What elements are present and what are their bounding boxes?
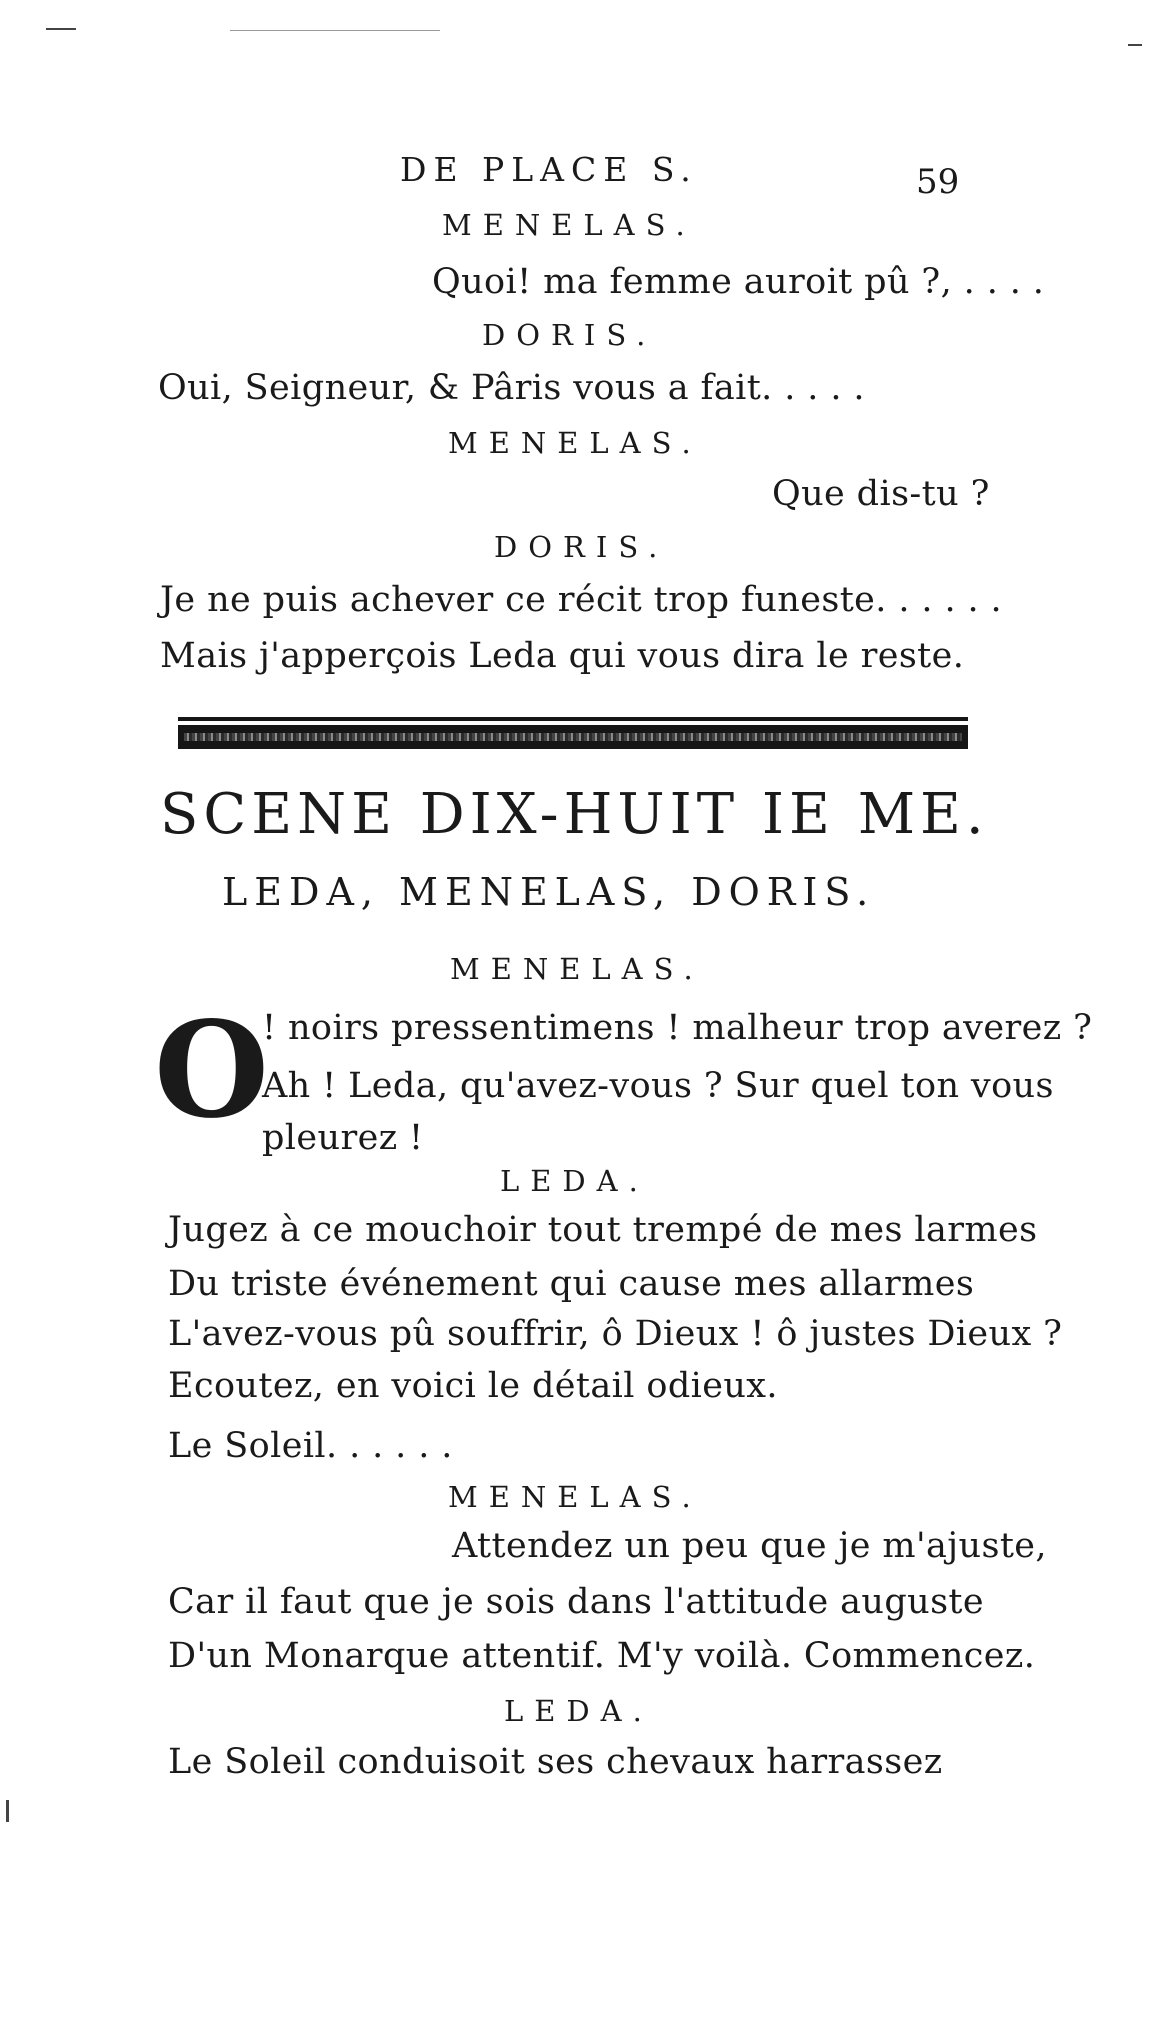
drop-cap: O [154,993,269,1148]
verse-line: Car il faut que je sois dans l'attitude auguste [168,1582,985,1622]
running-title: DE PLACE S. [400,150,698,189]
verse-line: ! noirs pressentimens ! malheur trop averez ? [262,1008,1093,1048]
scene-characters: LEDA, MENELAS, DORIS. [222,870,876,914]
verse-line: Ecoutez, en voici le détail odieux. [168,1366,778,1406]
verse-line: D'un Monarque attentif. M'y voilà. Commencez. [168,1636,1036,1676]
verse-line: Jugez à ce mouchoir tout trempé de mes larmes [168,1210,1038,1250]
verse-line: Attendez un peu que je m'ajuste, [452,1526,1047,1566]
verse-line: Oui, Seigneur, & Pâris vous a fait. . . . . [158,368,865,408]
verse-line: Je ne puis achever ce récit trop funeste. . . . . . [160,580,1003,620]
speaker-name: MENELAS. [448,426,702,460]
speaker-name: LEDA. [500,1164,649,1198]
verse-line: Le Soleil. . . . . . [168,1426,453,1466]
speaker-name: MENELAS. [450,952,704,986]
scan-speck [230,30,440,31]
verse-line: pleurez ! [262,1118,424,1158]
ornamental-rule [178,717,968,759]
speaker-name: MENELAS. [448,1480,702,1514]
scan-speck [6,1800,9,1822]
verse-line: Le Soleil conduisoit ses chevaux harrassez [168,1742,943,1782]
speaker-name: LEDA. [504,1694,653,1728]
verse-line: Quoi! ma femme auroit pû ?, . . . . [432,262,1045,302]
verse-line: Que dis-tu ? [772,474,990,514]
speaker-name: DORIS. [482,318,657,352]
speaker-name: MENELAS. [442,208,696,242]
scan-speck [46,28,76,30]
speaker-name: DORIS. [494,530,669,564]
verse-line: Mais j'apperçois Leda qui vous dira le reste. [160,636,965,676]
verse-line: Du triste événement qui cause mes allarmes [168,1264,975,1304]
verse-line: L'avez-vous pû souffrir, ô Dieux ! ô justes Dieux ? [168,1314,1063,1354]
scene-title: SCENE DIX-HUIT IE ME. [160,782,989,847]
page-number: 59 [916,162,960,202]
verse-line: Ah ! Leda, qu'avez-vous ? Sur quel ton vous [262,1066,1054,1106]
scan-speck [1128,44,1142,46]
